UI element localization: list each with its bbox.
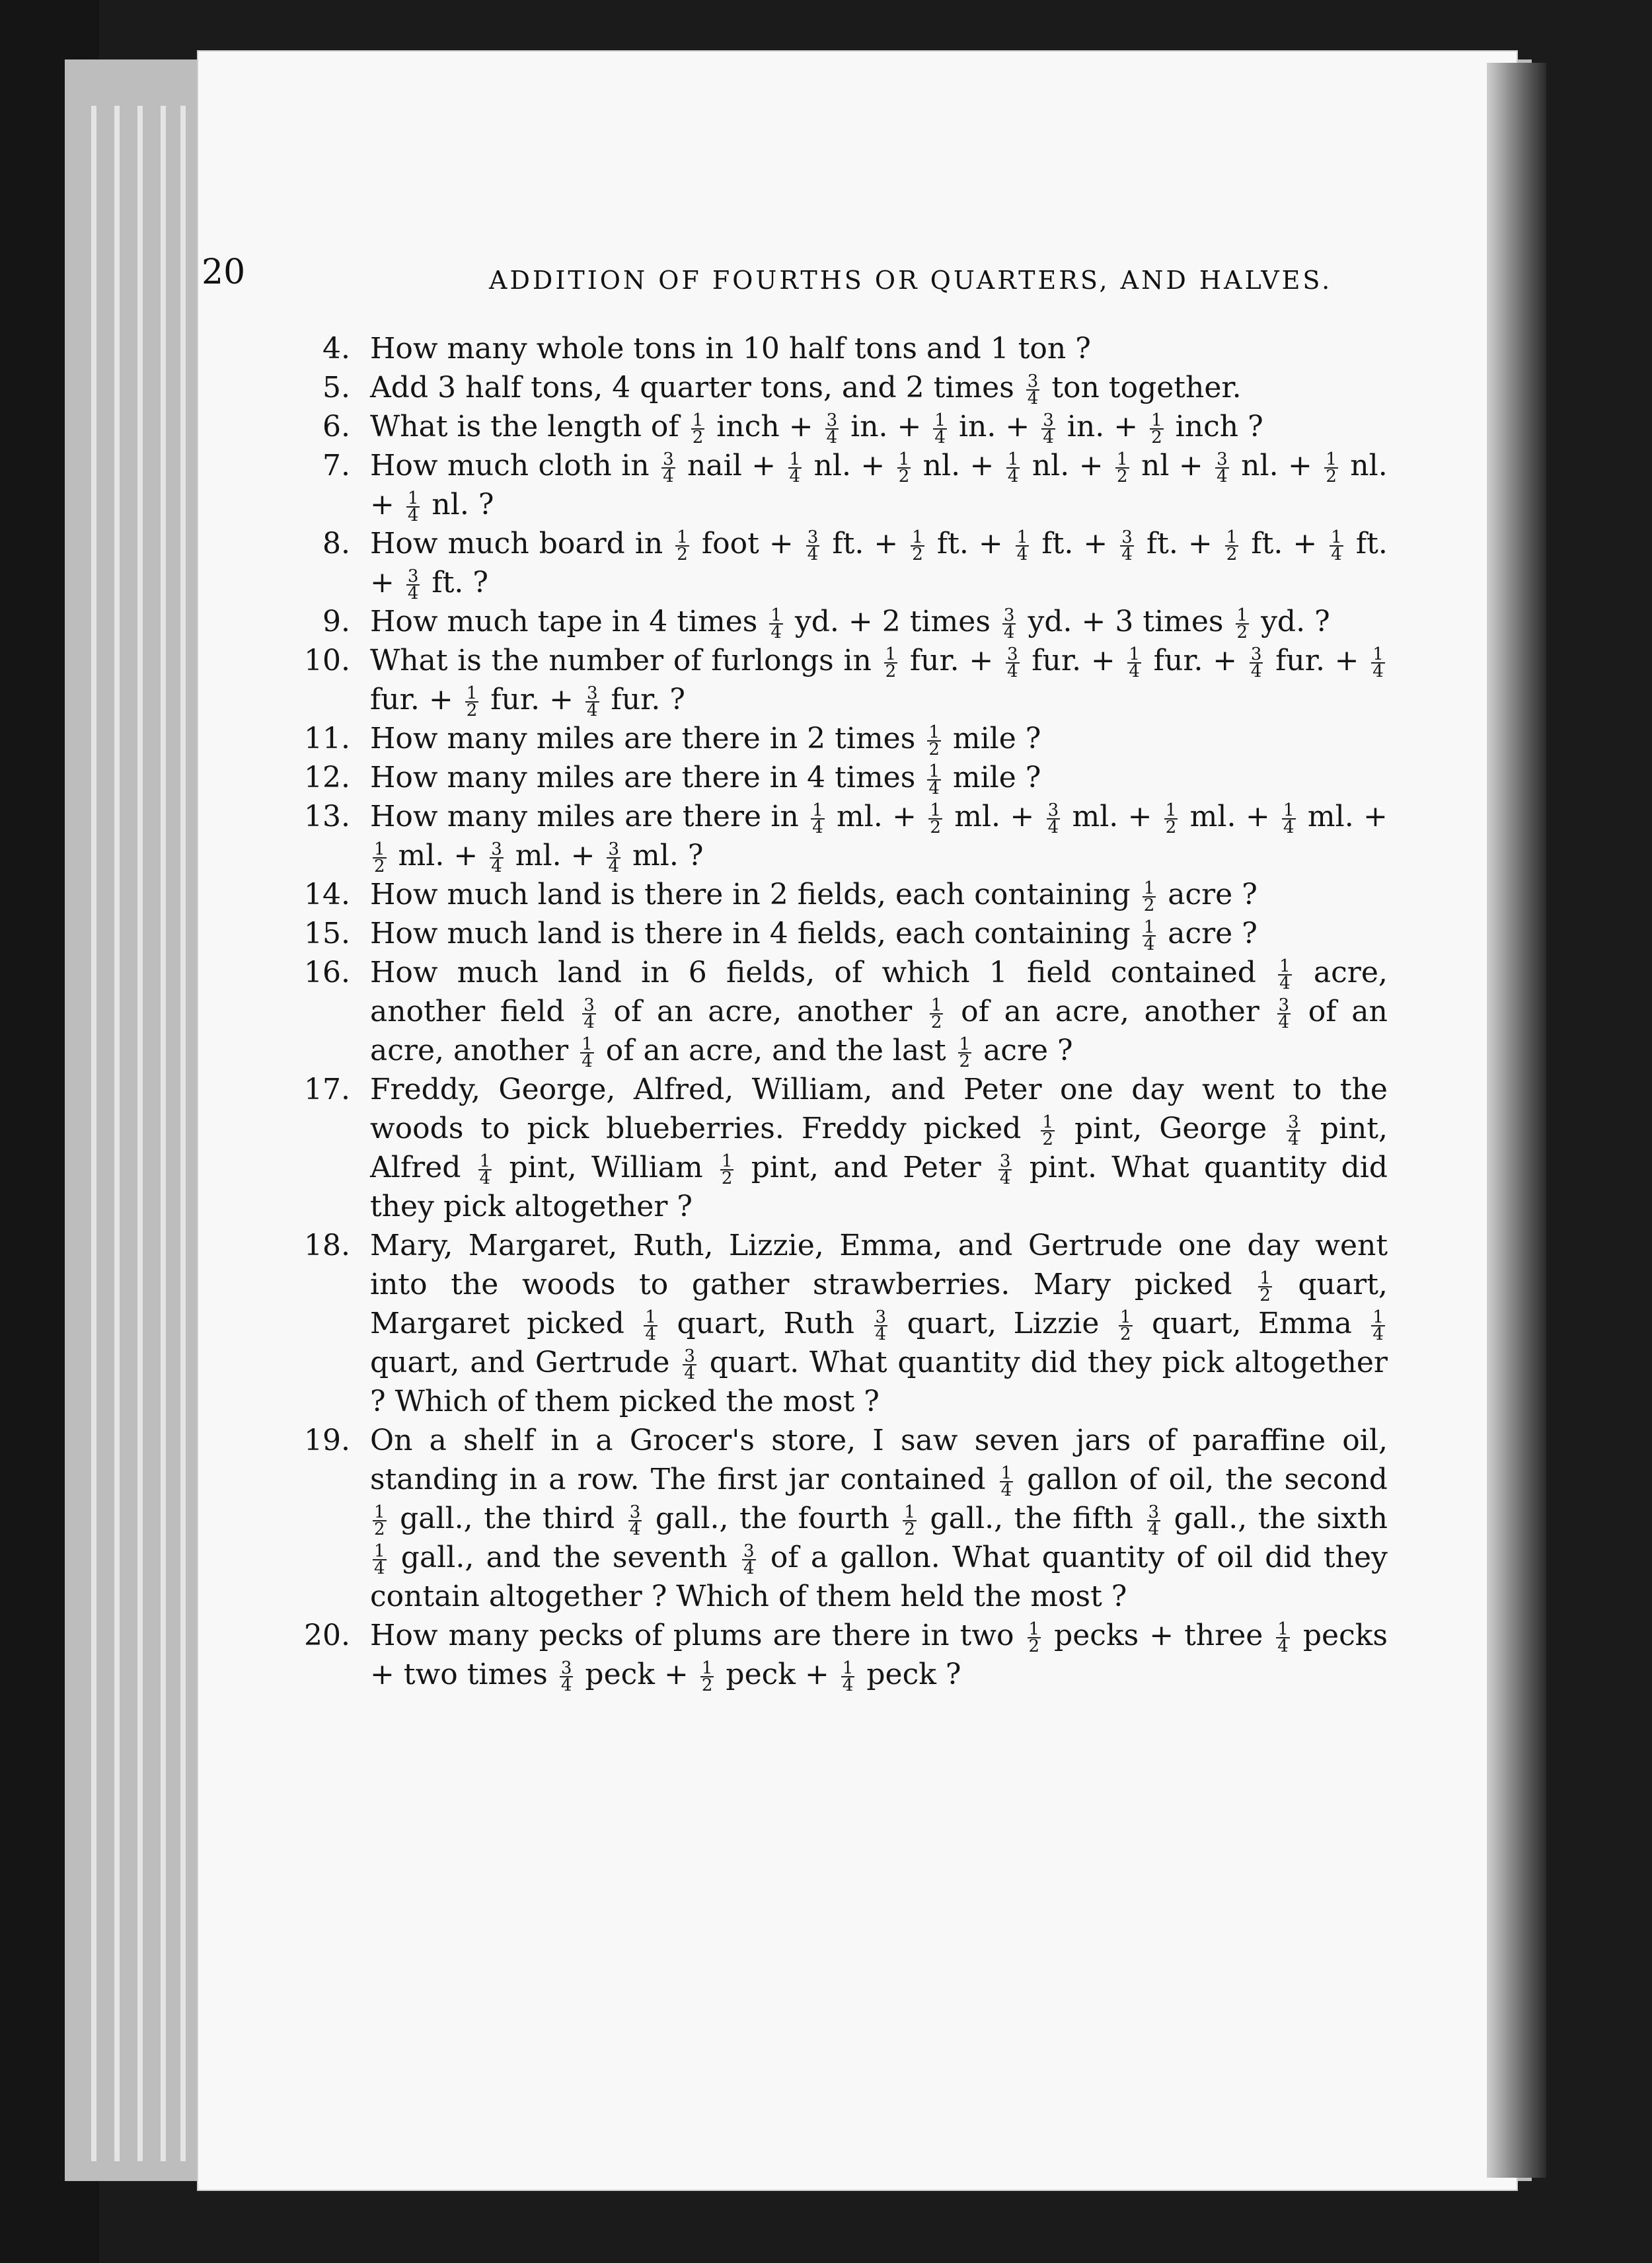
problem-text: How many miles are there in $\frac{1}{4}$ ml. + $\frac{1}{2}$ ml. + $\frac{3}{4}$ ml. + $\frac{1}{2}$ ml. + $\frac{1}{4}$ ml. + $\frac{1}{2}$ ml. + $\frac{3}{4}$ ml. + $\frac{3}{4}$ ml. ? (370, 800, 1388, 876)
fraction: $\frac{3}{4}$ (629, 1502, 641, 1539)
fraction: $\frac{1}{4}$ (1372, 644, 1384, 681)
problem-text: How much land in 6 felds, of which 1 feld contained $\frac{1}{4}$ acre, another feld $\frac{3}{4}$ of an acre, another $\frac{1}{2}$ of an acre, another $\frac{3}{4}$ of an acre, another $\frac{1}{4}$ of an acre, and the last $\frac{1}{2}$ acre ? (370, 956, 1388, 1071)
fraction: $\frac{3}{4}$ (999, 1151, 1011, 1188)
problem-text: How much land is there in 4 felds, each containing $\frac{1}{4}$ acre ? (370, 917, 1258, 954)
problem-number: 19. (304, 1424, 350, 1457)
problem-number: 6. (322, 410, 350, 443)
fraction: $\frac{1}{4}$ (789, 449, 801, 486)
fraction: $\frac{1}{2}$ (928, 722, 940, 759)
fraction: $\frac{1}{2}$ (930, 800, 941, 837)
fraction: $\frac{3}{4}$ (1006, 644, 1018, 681)
problem-item (304, 758, 1388, 798)
fraction: $\frac{3}{4}$ (1043, 410, 1054, 447)
problem-item (304, 875, 1388, 915)
running-title: ADDITION OF FOURTHS OR QUARTERS, AND HALVES. (489, 266, 1333, 295)
fraction: $\frac{3}{4}$ (684, 1346, 695, 1383)
page-edge (91, 106, 96, 2161)
fraction: $\frac{1}{4}$ (582, 1034, 593, 1071)
fraction: $\frac{1}{4}$ (1283, 800, 1295, 837)
fraction: $\frac{1}{2}$ (466, 683, 478, 720)
fraction: $\frac{1}{2}$ (677, 527, 688, 564)
page-number: 20 (202, 252, 246, 292)
fraction: $\frac{1}{4}$ (1129, 644, 1140, 681)
fraction: $\frac{3}{4}$ (1278, 995, 1290, 1032)
problem-item (304, 797, 1388, 876)
fraction: $\frac{1}{4}$ (407, 488, 419, 525)
fraction: $\frac{3}{4}$ (1121, 527, 1133, 564)
problem-item (304, 1616, 1388, 1695)
fraction: $\frac{1}{4}$ (645, 1307, 656, 1344)
problem-list (304, 329, 1388, 1695)
fraction: $\frac{1}{4}$ (770, 605, 782, 642)
fraction: $\frac{3}{4}$ (1003, 605, 1015, 642)
problem-text: How many pecks of plums are there in two $\frac{1}{2}$ pecks + three $\frac{1}{4}$ pecks + two times $\frac{3}{4}$ peck + $\frac{1}{2}$ peck + $\frac{1}{4}$ peck ? (370, 1619, 1388, 1695)
problem-number: 12. (304, 761, 350, 794)
problem-text: What is the number of furlongs in $\frac{1}{2}$ fur. + $\frac{3}{4}$ fur. + $\frac{1}{4}$ fur. + $\frac{3}{4}$ fur. + $\frac{1}{4}$ fur. + $\frac{1}{2}$ fur. + $\frac{3}{4}$ fur. ? (370, 644, 1384, 720)
fraction: $\frac{1}{4}$ (479, 1151, 491, 1188)
fraction: $\frac{1}{2}$ (1326, 449, 1337, 486)
fraction: $\frac{1}{2}$ (1151, 410, 1162, 447)
problem-number: 18. (304, 1229, 350, 1262)
fraction: $\frac{3}{4}$ (586, 683, 598, 720)
problem-number: 14. (304, 878, 350, 911)
problem-number: 17. (304, 1073, 350, 1106)
fraction: $\frac{1}{2}$ (912, 527, 923, 564)
fraction: $\frac{1}{2}$ (1117, 449, 1128, 486)
fraction: $\frac{1}{2}$ (898, 449, 910, 486)
fraction: $\frac{3}{4}$ (1288, 1112, 1299, 1149)
problem-item (304, 719, 1388, 759)
fraction: $\frac{1}{2}$ (721, 1151, 733, 1188)
fraction: $\frac{3}{4}$ (608, 839, 620, 876)
fraction: $\frac{1}{4}$ (1331, 527, 1342, 564)
problem-number: 8. (322, 527, 350, 560)
fraction: $\frac{3}{4}$ (583, 995, 595, 1032)
fraction: $\frac{1}{4}$ (928, 761, 940, 798)
fraction: $\frac{1}{2}$ (692, 410, 704, 447)
fraction: $\frac{3}{4}$ (1027, 371, 1039, 408)
problem-item (322, 524, 1388, 603)
problem-number: 13. (304, 800, 350, 833)
problem-item (322, 368, 1388, 408)
fraction: $\frac{1}{4}$ (1000, 1463, 1012, 1500)
fraction: $\frac{3}{4}$ (560, 1658, 572, 1695)
fraction: $\frac{1}{4}$ (1143, 917, 1155, 954)
fraction: $\frac{1}{2}$ (1028, 1619, 1040, 1656)
problem-item (304, 953, 1388, 1071)
fraction: $\frac{1}{4}$ (1372, 1307, 1384, 1344)
problem-number: 4. (322, 332, 350, 365)
fraction: $\frac{1}{2}$ (1236, 605, 1248, 642)
page-gutter-shadow (1487, 63, 1546, 2178)
problem-item (304, 914, 1388, 954)
fraction: $\frac{1}{4}$ (934, 410, 946, 447)
fraction: $\frac{3}{4}$ (491, 839, 502, 876)
fraction: $\frac{1}{4}$ (1277, 1619, 1289, 1656)
problem-text: How many whole tons in 10 half tons and 1 ton ? (370, 332, 1091, 365)
problem-text: How much tape in 4 times $\frac{1}{4}$ yd. + 2 times $\frac{3}{4}$ yd. + 3 times $\frac{1}{2}$ yd. ? (370, 605, 1330, 642)
problem-item (322, 602, 1388, 642)
problem-text: On a shelf in a Grocer's store, I saw seven jars of parafine oil, standing in a row. The frst jar contained $\frac{1}{4}$ gallon of oil, the second $\frac{1}{2}$ gall., the third $\frac{3}{4}$ gall., the fourth $\frac{1}{2}$ gall., the ffth $\frac{3}{4}$ gall., the sixth $\frac{1}{4}$ gall., and the seventh $\frac{3}{4}$ of a gallon. What quantity of oil did they contain altogether ? Which of them held the most ? (370, 1424, 1388, 1613)
fraction: $\frac{1}{2}$ (885, 644, 897, 681)
problem-number: 7. (322, 449, 350, 482)
fraction: $\frac{1}{2}$ (1143, 878, 1155, 915)
problem-text: How many miles are there in 4 times $\frac{1}{4}$ mile ? (370, 761, 1041, 798)
problem-item (304, 1421, 1388, 1616)
fraction: $\frac{1}{2}$ (930, 995, 942, 1032)
problem-number: 10. (304, 644, 350, 677)
fraction: $\frac{3}{4}$ (407, 566, 419, 603)
fraction: $\frac{1}{4}$ (1007, 449, 1019, 486)
fraction: $\frac{1}{2}$ (1042, 1112, 1053, 1149)
problem-number: 5. (322, 371, 350, 404)
fraction: $\frac{1}{2}$ (959, 1034, 971, 1071)
problem-text: How much board in $\frac{1}{2}$ foot + $\frac{3}{4}$ ft. + $\frac{1}{2}$ ft. + $\frac{1}{4}$ ft. + $\frac{3}{4}$ ft. + $\frac{1}{2}$ ft. + $\frac{1}{4}$ ft. + $\frac{3}{4}$ ft. ? (370, 527, 1388, 603)
fraction: $\frac{1}{4}$ (1016, 527, 1028, 564)
problem-text: How many miles are there in 2 times $\frac{1}{2}$ mile ? (370, 722, 1041, 759)
problem-number: 16. (304, 956, 350, 989)
problem-text: What is the length of $\frac{1}{2}$ inch + $\frac{3}{4}$ in. + $\frac{1}{4}$ in. + $\frac{3}{4}$ in. + $\frac{1}{2}$ inch ? (370, 410, 1263, 447)
fraction: $\frac{1}{2}$ (1119, 1307, 1131, 1344)
problem-item (322, 407, 1388, 447)
problem-item (304, 641, 1388, 720)
problem-text: Freddy, George, Alfred, William, and Peter one day went to the woods to pick blueberries. Freddy picked $\frac{1}{2}$ pint, George $\frac{3}{4}$ pint, Alfred $\frac{1}{4}$ pint, William $\frac{1}{2}$ pint, and Peter $\frac{3}{4}$ pint. What quantity did they pick altogether ? (370, 1073, 1388, 1223)
problem-number: 9. (322, 605, 350, 638)
problem-number: 11. (304, 722, 350, 755)
fraction: $\frac{1}{2}$ (1259, 1268, 1271, 1305)
problem-item (304, 1070, 1388, 1226)
fraction: $\frac{1}{4}$ (842, 1658, 854, 1695)
problem-text: Add 3 half tons, 4 quarter tons, and 2 times $\frac{3}{4}$ ton together. (370, 371, 1242, 408)
fraction: $\frac{1}{2}$ (374, 1502, 385, 1539)
fraction: $\frac{3}{4}$ (826, 410, 838, 447)
fraction: $\frac{1}{4}$ (374, 1541, 385, 1578)
fraction: $\frac{3}{4}$ (743, 1541, 755, 1578)
problem-number: 20. (304, 1619, 350, 1652)
fraction: $\frac{1}{2}$ (374, 839, 385, 876)
problem-text: How much cloth in $\frac{3}{4}$ nail + $\frac{1}{4}$ nl. + $\frac{1}{2}$ nl. + $\frac{1}{4}$ nl. + $\frac{1}{2}$ nl + $\frac{3}{4}$ nl. + $\frac{1}{2}$ nl. + $\frac{1}{4}$ nl. ? (370, 449, 1388, 525)
problem-number: 15. (304, 917, 350, 950)
fraction: $\frac{3}{4}$ (663, 449, 674, 486)
problem-text: How much land is there in 2 felds, each containing $\frac{1}{2}$ acre ? (370, 878, 1258, 915)
problem-item (322, 329, 1388, 368)
fraction: $\frac{1}{2}$ (1165, 800, 1177, 837)
fraction: $\frac{3}{4}$ (1148, 1502, 1160, 1539)
page-edge (137, 106, 143, 2161)
fraction: $\frac{3}{4}$ (1047, 800, 1059, 837)
fraction: $\frac{3}{4}$ (807, 527, 819, 564)
fraction: $\frac{3}{4}$ (1250, 644, 1262, 681)
problem-item (304, 1226, 1388, 1421)
page-edge (114, 106, 120, 2161)
fraction: $\frac{1}{2}$ (904, 1502, 915, 1539)
page-edge (161, 106, 166, 2161)
problem-text: Mary, Margaret, Ruth, Lizzie, Emma, and Gertrude one day went into the woods to gather strawberries. Mary picked $\frac{1}{2}$ quart, Margaret picked $\frac{1}{4}$ quart, Ruth $\frac{3}{4}$ quart, Lizzie $\frac{1}{2}$ quart, Emma $\frac{1}{4}$ quart, and Gertrude $\frac{3}{4}$ quart. What quantity did they pick altogether ? Which of them picked the most ? (370, 1229, 1388, 1418)
fraction: $\frac{1}{2}$ (701, 1658, 713, 1695)
page-edge (180, 106, 186, 2161)
fraction: $\frac{3}{4}$ (875, 1307, 887, 1344)
problem-item (322, 446, 1388, 525)
fraction: $\frac{1}{4}$ (1279, 956, 1291, 993)
fraction: $\frac{1}{4}$ (812, 800, 823, 837)
fraction: $\frac{3}{4}$ (1217, 449, 1228, 486)
fraction: $\frac{1}{2}$ (1226, 527, 1238, 564)
